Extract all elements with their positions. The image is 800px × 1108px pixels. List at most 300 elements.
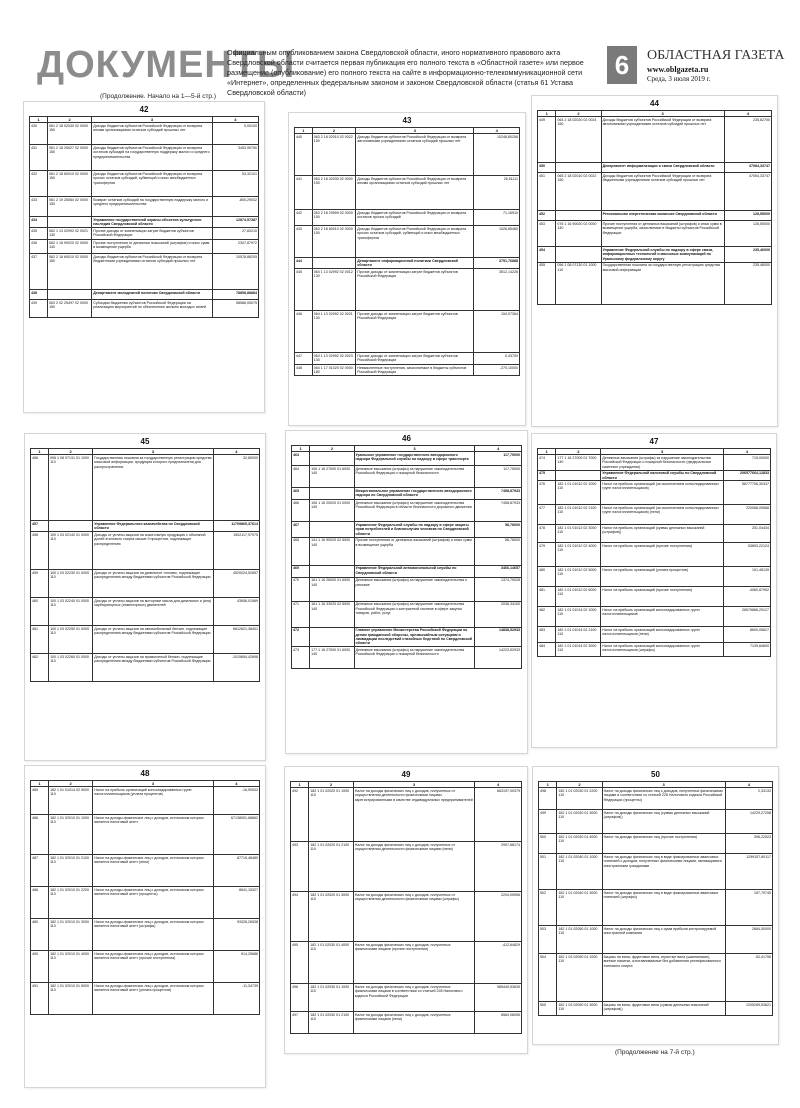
budget-table: [538, 781, 773, 1016]
table-row: [538, 455, 771, 470]
page-number: 6: [607, 46, 637, 84]
column-header: 2: [556, 449, 601, 455]
row-number: 458: [31, 532, 49, 570]
revenue-description: Доходы от уплаты акцизов на дизельное топливо, подлежащие распределению между бюджетами субъектов Российской Федерации: [93, 570, 213, 598]
sheet-number: 46: [402, 434, 411, 443]
budget-code: 063 2 18 60010 02 0000 150: [312, 226, 355, 258]
revenue-description: Департамент информационной политики Свердловской области: [356, 258, 474, 269]
row-number: 476: [538, 481, 556, 505]
table-row: [31, 654, 260, 682]
row-number: 477: [538, 505, 556, 525]
amount: 3751,76888: [474, 258, 520, 269]
table-row: [31, 855, 260, 887]
budget-code: 064 1 13 02992 02 0012 130: [312, 269, 355, 311]
amount: 2036,34100: [475, 601, 522, 627]
row-number: 448: [295, 365, 313, 376]
row-number: 442: [295, 210, 313, 226]
row-number: 492: [291, 788, 309, 842]
row-number: 474: [538, 455, 556, 470]
amount: 11709865,37614: [213, 521, 259, 532]
amount: 2204,05956: [475, 892, 522, 942]
amount: 67138051,68662: [213, 815, 259, 855]
budget-code: 100 1 03 02230 01 0000 110: [49, 570, 93, 598]
row-number: 483: [538, 627, 556, 643]
row-number: 456: [31, 455, 49, 521]
amount: -800,29032: [212, 197, 258, 217]
row-number: 494: [291, 892, 309, 942]
column-header: 3: [356, 128, 474, 134]
row-number: 470: [292, 577, 310, 601]
row-number: 431: [30, 145, 48, 171]
row-number: 467: [292, 522, 310, 537]
revenue-description: Налог на прибыль организаций (уплата процентов): [601, 567, 724, 587]
budget-table: [29, 116, 259, 318]
amount: 2,33133: [725, 788, 772, 810]
amount: 27,83210: [212, 228, 258, 240]
table-row: [31, 532, 260, 570]
budget-code: 100 1 03 02250 01 0000 110: [49, 626, 93, 654]
amount: 663197,00379: [475, 788, 522, 842]
row-number: 471: [292, 601, 310, 627]
budget-code: 182 1 01 02020 01 2100 110: [309, 842, 354, 892]
table-row: [292, 522, 522, 537]
budget-code: 182 1 01 02030 01 2100 110: [309, 1012, 354, 1034]
table-row: [538, 643, 771, 657]
row-number: 475: [538, 470, 556, 481]
budget-code: 064 2 18 02020 02 0024 150: [556, 117, 601, 163]
amount: 396,22523: [725, 834, 772, 854]
budget-code: 064 1 13 02992 02 0023 130: [312, 353, 355, 365]
budget-code: 064 1 17 01020 02 0000 180: [312, 365, 355, 376]
document-sheet: [24, 765, 266, 1088]
amount: 1374,79028: [475, 577, 522, 601]
row-number: 460: [31, 598, 49, 626]
budget-code: [310, 452, 354, 466]
revenue-description: Налог на доходы физических лиц с доходов, источником которых является налоговый агент (прочие поступления): [93, 951, 213, 983]
budget-code: 182 1 01 01012 02 3000 110: [556, 525, 601, 543]
table-row: [538, 173, 772, 211]
budget-table: [30, 780, 260, 1015]
row-number: 449: [538, 117, 556, 163]
row-number: 496: [291, 984, 309, 1012]
document-sheet: [285, 430, 528, 754]
table-row: [31, 626, 260, 654]
table-row: [30, 254, 259, 290]
revenue-description: Управление Федеральной службы по надзору в сфере защиты прав потребителей и благополучия человека по Свердловской области: [354, 522, 475, 537]
budget-code: 182 1 01 02020 01 1000 110: [309, 788, 354, 842]
budget-code: 076 1 16 90020 02 0000 140: [556, 221, 601, 247]
row-number: 459: [31, 570, 49, 598]
table-row: [538, 567, 771, 587]
column-header: 3: [93, 449, 213, 455]
row-number: 462: [31, 654, 49, 682]
amount: 12874,57387: [212, 217, 258, 228]
amount: 2997,68174: [475, 842, 522, 892]
revenue-description: Прочие доходы от компенсации затрат бюджетов субъектов Российской Федерации: [356, 269, 474, 311]
column-header: 2: [49, 449, 93, 455]
table-row: [31, 887, 260, 919]
table-row: [291, 788, 522, 842]
row-number: 465: [292, 488, 310, 500]
column-header: 1: [538, 449, 556, 455]
document-sheet: [288, 112, 526, 426]
revenue-description: Прочие поступления от денежных взысканий (штрафов) и иных сумм в возмещение ущерба: [92, 240, 212, 254]
budget-code: [556, 247, 601, 262]
amount: 128,55000: [724, 221, 771, 247]
row-number: 503: [539, 926, 557, 954]
amount: -270,10000: [474, 365, 520, 376]
row-number: 464: [292, 466, 310, 488]
row-number: 435: [30, 228, 48, 240]
row-number: 438: [30, 290, 48, 300]
revenue-description: Налог на прибыль организаций (прочие поступления): [601, 543, 724, 567]
amount: 10248,80258: [474, 134, 520, 176]
amount: 53893,22124: [723, 543, 770, 567]
revenue-description: Доходы бюджетов субъектов Российской Федерации от возврата прочих остатков субсидий, субвенций и иных межбюджетных трансфертов: [92, 171, 212, 197]
newspaper-title: ОБЛАСТНАЯ ГАЗЕТА: [647, 48, 785, 63]
table-row: [295, 134, 520, 176]
column-header: 3: [602, 782, 725, 788]
column-header: 2: [556, 111, 601, 117]
revenue-description: Налог на доходы физических лиц с доходов, источником которых является налоговый агент (штрафы): [93, 919, 213, 951]
revenue-description: Доходы бюджетов субъектов Российской Федерации от возврата остатков субсидий на государственную поддержку малого и среднего предпринимательства: [92, 145, 212, 171]
amount: 47054,33747: [724, 173, 771, 211]
amount: 235,62700: [724, 117, 771, 163]
budget-code: 182 1 01 02040 01 1000 110: [557, 854, 602, 890]
amount: 47084,33747: [724, 163, 771, 173]
table-row: [31, 983, 260, 1015]
revenue-description: Департамент информатизации и связи Свердловской области: [601, 163, 724, 173]
table-row: [538, 247, 772, 262]
budget-code: 182 1 01 01012 02 6000 110: [556, 587, 601, 607]
revenue-description: Налог на доходы физических лиц с доходов, источником которых является налоговый агент (уплата процентов): [93, 983, 213, 1015]
budget-code: 182 1 01 01012 02 4000 110: [556, 543, 601, 567]
amount: 6612621,38401: [213, 626, 259, 654]
revenue-description: Доходы от уплаты акцизов на моторные масла для дизельных и (или) карбюраторных (инжекторных) двигателей: [93, 598, 213, 626]
budget-code: [556, 163, 601, 173]
row-number: 439: [30, 300, 48, 318]
revenue-description: Денежные взыскания (штрафы) за нарушение законодательства Российской Федерации о контрактной системе в сфере закупок товаров, работ, услуг: [354, 601, 475, 627]
table-row: [538, 543, 771, 567]
revenue-description: Налог на доходы физических лиц с доходов, источником которых является налоговый агент (проценты): [93, 887, 213, 919]
budget-code: 100 1 03 02260 01 0000 110: [49, 654, 93, 682]
revenue-description: Доходы от уплаты акцизов на прямогонный бензин, подлежащие распределению между бюджетами субъектов Российской Федерации: [93, 654, 213, 682]
table-row: [30, 123, 259, 145]
row-number: 461: [31, 626, 49, 654]
table-row: [295, 269, 520, 311]
column-header: 1: [295, 128, 313, 134]
document-sheet: [23, 101, 265, 413]
row-number: 444: [295, 258, 313, 269]
column-header: 2: [48, 117, 92, 123]
column-header: 2: [557, 782, 602, 788]
row-number: 469: [292, 565, 310, 577]
budget-code: 161 1 16 26000 01 6000 140: [310, 577, 354, 601]
row-number: 468: [292, 537, 310, 565]
sheet-number: 48: [140, 769, 150, 778]
row-number: 505: [539, 1002, 557, 1016]
table-row: [539, 834, 773, 854]
table-row: [291, 842, 522, 892]
row-number: 487: [31, 855, 49, 887]
sheet-number: 49: [401, 770, 411, 779]
revenue-description: Прочие доходы от компенсации затрат бюджетов субъектов Российской Федерации: [92, 228, 212, 240]
budget-code: 182 1 01 01012 02 1000 110: [556, 481, 601, 505]
budget-code: 141 1 16 90020 02 6000 140: [310, 537, 354, 565]
budget-table: [537, 448, 771, 657]
column-header: 4: [725, 782, 772, 788]
document-sheet: [284, 766, 528, 1054]
document-sheet: [531, 95, 778, 427]
budget-code: 182 1 01 02010 01 4000 110: [49, 951, 93, 983]
revenue-description: Налог на доходы физических лиц с доходов, полученных физическими лицами в соответствии со статьей 228 Налогового кодекса Российской Федерации: [353, 984, 474, 1012]
row-number: 481: [538, 587, 556, 607]
table-row: [30, 197, 259, 217]
revenue-description: Налог на доходы физических лиц с доходов, полученных от осуществления деятельности физическими лицами (штрафы): [353, 892, 474, 942]
column-header: 4: [212, 117, 258, 123]
table-row: [538, 211, 772, 221]
column-header: 1: [31, 781, 49, 787]
table-row: [30, 217, 259, 228]
budget-code: 064 1 13 02992 02 0021 130: [312, 311, 355, 353]
row-number: 495: [291, 942, 309, 984]
budget-code: [310, 522, 354, 537]
row-number: 498: [539, 788, 557, 810]
revenue-description: Налог на прибыль организаций консолидированных групп налогоплательщиков (уплата процентов): [93, 787, 213, 815]
amount: 3512,14226: [474, 269, 520, 311]
table-row: [295, 258, 520, 269]
amount: 10578,86205: [212, 254, 258, 290]
amount: 1205269,53821: [725, 1002, 772, 1016]
table-row: [30, 145, 259, 171]
amount: 128,55000: [724, 211, 771, 221]
table-row: [292, 452, 522, 466]
table-row: [292, 577, 522, 601]
row-number: 463: [292, 452, 310, 466]
revenue-description: Налог на прибыль организаций консолидированных групп налогоплательщиков (пени): [601, 627, 724, 643]
row-number: 434: [30, 217, 48, 228]
revenue-description: Прочие поступления от денежных взысканий (штрафов) и иных сумм в возмещение ущерба: [354, 537, 475, 565]
amount: 58,78000: [475, 522, 522, 537]
revenue-description: Налог на прибыль организаций (прочие поступления): [601, 587, 724, 607]
table-row: [295, 353, 520, 365]
row-number: 437: [30, 254, 48, 290]
row-number: 440: [295, 134, 313, 176]
revenue-description: Акцизы на вина, фруктовые вина (суммы денежных взысканий (штрафов)): [602, 1002, 725, 1016]
table-row: [292, 488, 522, 500]
amount: 117,75000: [475, 466, 522, 488]
column-header: 3: [354, 446, 475, 452]
budget-code: 062 1 16 90020 02 0000 140: [48, 240, 92, 254]
amount: 206577664,12833: [723, 470, 770, 481]
revenue-description: Доходы бюджетов субъектов Российской Федерации от возврата автономными учреждениями остатков субсидий прошлых лет: [601, 117, 724, 163]
row-number: 453: [538, 221, 556, 247]
row-number: 499: [539, 810, 557, 834]
table-row: [30, 240, 259, 254]
column-header: 2: [310, 446, 354, 452]
budget-code: 177 1 16 27000 01 6000 140: [310, 647, 354, 669]
column-header: 3: [93, 781, 213, 787]
revenue-description: Налог на доходы физических лиц с доходов, полученных физическими лицами в соответствии со статьей 228 Налогового кодекса Российской Федерации (проценты): [602, 788, 725, 810]
budget-code: 061 2 18 02030 02 0000 150: [48, 123, 92, 145]
row-number: 479: [538, 543, 556, 567]
revenue-description: Налог на доходы физических лиц в виде фиксированных авансовых платежей (штрафы): [602, 890, 725, 926]
row-number: 480: [538, 567, 556, 587]
revenue-description: Государственная пошлина за государственную регистрацию средства массовой информации, продукция которого предназначена для распространения: [93, 455, 213, 521]
amount: 26579866,29127: [723, 607, 770, 627]
budget-code: 182 1 03 02090 01 3000 110: [557, 1002, 602, 1016]
budget-code: [312, 258, 355, 269]
amount: 7139,84800: [723, 643, 770, 657]
budget-code: [556, 470, 601, 481]
column-header: 2: [49, 781, 93, 787]
table-row: [538, 505, 771, 525]
revenue-description: Региональная энергетическая комиссия Свердловской области: [601, 211, 724, 221]
row-number: 489: [31, 919, 49, 951]
row-number: 478: [538, 525, 556, 543]
amount: 8641,15327: [213, 887, 259, 919]
column-header: 2: [309, 782, 354, 788]
row-number: 433: [30, 197, 48, 217]
amount: 7458,87933: [475, 488, 522, 500]
column-header: 4: [723, 449, 770, 455]
column-header: 1: [539, 782, 557, 788]
revenue-description: Невыясненные поступления, зачисляемые в бюджеты субъектов Российской Федерации: [356, 365, 474, 376]
table-row: [295, 365, 520, 376]
budget-code: 182 1 01 02010 01 1000 110: [49, 815, 93, 855]
amount: 43656,01589: [213, 598, 259, 626]
budget-code: 182 1 01 01014 02 3000 110: [556, 643, 601, 657]
budget-code: [48, 217, 92, 228]
table-row: [31, 787, 260, 815]
amount: 985449,53639: [475, 984, 522, 1012]
revenue-description: Денежные взыскания (штрафы) за нарушение законодательства Российской Федерации о пожарной безопасности (федеральные казенные учреждения): [601, 455, 724, 470]
budget-code: 182 1 01 02030 01 3000 110: [557, 810, 602, 834]
amount: 235,46000: [724, 262, 771, 304]
revenue-description: Денежные взыскания (штрафы) за нарушение законодательства Российской Федерации о пожарной безопасности: [354, 647, 475, 669]
table-row: [295, 226, 520, 258]
revenue-description: Доходы бюджетов субъектов Российской Федерации от возврата иными организациями остатков субсидий прошлых лет: [92, 123, 212, 145]
amount: 3453,99750: [212, 145, 258, 171]
revenue-description: Доходы от уплаты акцизов на алкогольную продукцию с объемной долей этилового спирта свыше 9 процентов, подлежащие распределению: [93, 532, 213, 570]
table-row: [30, 300, 259, 318]
table-row: [539, 810, 773, 834]
sheet-number: 45: [140, 437, 150, 446]
revenue-description: Денежные взыскания (штрафы) за нарушение законодательства Российской Федерации о пожарной безопасности: [354, 466, 475, 488]
amount: 1026,85460: [474, 226, 520, 258]
revenue-description: Доходы бюджетов субъектов Российской Федерации от возврата бюджетными учреждениями остатков субсидий прошлых лет: [92, 254, 212, 290]
column-header: 3: [601, 449, 724, 455]
row-number: 466: [292, 500, 310, 522]
budget-table: [294, 127, 520, 376]
budget-code: 182 1 01 02030 01 2200 110: [557, 788, 602, 810]
row-number: 452: [538, 211, 556, 221]
budget-code: 065 2 18 02010 02 0022 150: [556, 173, 601, 211]
column-header: 1: [31, 449, 49, 455]
revenue-description: Налог на доходы физических лиц с сумм прибыли контролируемой иностранной компании: [602, 926, 725, 954]
column-header: 4: [213, 449, 259, 455]
sheet-number: 47: [649, 437, 659, 446]
revenue-description: Налог на доходы физических лиц с доходов, источником которых является налоговый агент: [93, 815, 213, 855]
table-row: [291, 1012, 522, 1034]
amount: 7458,87933: [475, 500, 522, 522]
revenue-description: Управление Федеральной антимонопольной службы по Свердловской области: [354, 565, 475, 577]
row-number: 493: [291, 842, 309, 892]
amount: 2307,87972: [212, 240, 258, 254]
row-number: 490: [31, 951, 49, 983]
budget-code: 182 1 01 02010 01 5000 110: [49, 983, 93, 1015]
budget-code: 096 1 08 07130 01 1000 110: [556, 262, 601, 304]
row-number: 436: [30, 240, 48, 254]
table-row: [292, 466, 522, 488]
revenue-description: Денежные взыскания (штрафы) за нарушение законодательства Российской Федерации в области безопасности дорожного движения: [354, 500, 475, 522]
revenue-description: Прочие доходы от компенсации затрат бюджетов субъектов Российской Федерации: [356, 353, 474, 365]
table-row: [292, 627, 522, 647]
newspaper-block: [647, 48, 800, 84]
table-row: [539, 854, 773, 890]
legal-notice: Официальным опубликованием закона Свердловской области, иного нормативного правового акта Свердловской области считается первая публикация его полного текста в «Областной газете» или первое размещение (опубликование) его полного текста на сайте в информационно-телекоммуникационной сети «Интернет», определенных федеральным законом и законом Свердловской области (статья 61 Устава Свердловской области): [227, 48, 584, 97]
table-row: [31, 951, 260, 983]
budget-code: [310, 565, 354, 577]
table-row: [538, 627, 771, 643]
amount: 58,78000: [475, 537, 522, 565]
table-row: [538, 607, 771, 627]
column-header: 4: [724, 111, 771, 117]
revenue-description: Налог на доходы физических лиц (прочие поступления): [602, 834, 725, 854]
amount: 78858,88884: [212, 290, 258, 300]
budget-code: [48, 290, 92, 300]
table-row: [292, 500, 522, 522]
revenue-description: Уральское управление государственного автодорожного надзора Федеральной службы по надзору в сфере транспорта: [354, 452, 475, 466]
document-sheet: [24, 433, 266, 761]
amount: 14229,27258: [725, 810, 772, 834]
revenue-description: Доходы бюджетов субъектов Российской Федерации от возврата автономными учреждениями остатков субсидий прошлых лет: [356, 134, 474, 176]
continuation-note-top: (Продолжение. Начало на 1—5-й стр.): [100, 93, 217, 100]
table-row: [30, 171, 259, 197]
amount: -16,90533: [213, 787, 259, 815]
budget-code: 061 2 18 25027 02 0000 150: [48, 145, 92, 171]
budget-code: 063 2 18 02010 02 0022 150: [312, 134, 355, 176]
table-row: [31, 521, 260, 532]
table-row: [539, 890, 773, 926]
amount: 220068,09568: [723, 505, 770, 525]
budget-table: [537, 110, 772, 305]
row-number: 473: [292, 647, 310, 669]
table-row: [539, 788, 773, 810]
amount: 14223,52933: [475, 647, 522, 669]
table-row: [539, 926, 773, 954]
column-header: 1: [538, 111, 556, 117]
sheet-number: 44: [650, 99, 659, 108]
table-row: [292, 647, 522, 669]
table-row: [291, 892, 522, 942]
budget-code: 062 1 13 02992 02 0021 130: [48, 228, 92, 240]
revenue-description: Управление государственной охраны объектов культурного наследия Свердловской области: [92, 217, 212, 228]
budget-code: [310, 488, 354, 500]
table-row: [292, 565, 522, 577]
budget-code: 063 2 02 25497 02 0000 150: [48, 300, 92, 318]
revenue-description: Главное управление Министерства Российской Федерации по делам гражданской обороны, чрезвычайным ситуациям и ликвидации последствий стихийных бедствий по Свердловской области: [354, 627, 475, 647]
budget-code: 182 1 01 02010 01 2100 110: [49, 855, 93, 887]
amount: 87719,48480: [213, 855, 259, 887]
table-row: [538, 117, 772, 163]
revenue-description: Налог на доходы физических лиц с доходов, полученных физическими лицами (прочие поступления): [353, 942, 474, 984]
revenue-description: Доходы от уплаты акцизов на автомобильный бензин, подлежащие распределению между бюджетами субъектов Российской Федерации: [93, 626, 213, 654]
document-sheet: [531, 433, 777, 748]
budget-code: 106 1 16 20020 01 0000 140: [310, 500, 354, 522]
row-number: 501: [539, 854, 557, 890]
budget-code: 182 1 01 01014 02 2100 110: [556, 627, 601, 643]
